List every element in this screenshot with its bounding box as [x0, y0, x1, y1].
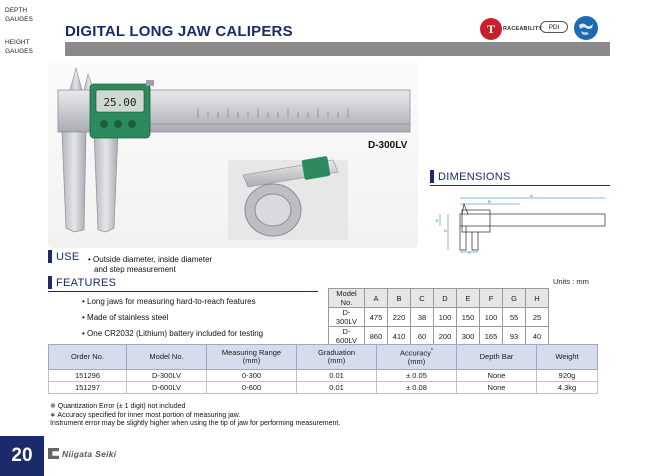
side-tab-strip: [0, 0, 50, 476]
list-item: • Long jaws for measuring hard-to-reach features: [82, 294, 263, 310]
features-rule: [48, 291, 318, 292]
caliper-display-reading: 25.00: [103, 96, 137, 109]
dimensions-rule: [430, 185, 610, 186]
page-title: DIGITAL LONG JAW CALIPERS: [65, 23, 293, 40]
svg-text:C: C: [468, 250, 471, 254]
footnotes: [50, 403, 340, 429]
page-number: 20: [0, 436, 44, 476]
side-tab-height-gauges[interactable]: HEIGHT GAUGES: [5, 39, 33, 55]
table-row: 151296 D-300LV 0-300 0.01 ± 0.05 None 920g: [49, 370, 598, 382]
traceability-label: RACEABILITY: [503, 26, 543, 32]
product-photo: [48, 60, 418, 248]
use-description: • Outside diameter, inside diameter and step measurement: [88, 255, 213, 274]
side-tab-depth-gauges[interactable]: DEPTH GAUGES: [5, 7, 33, 23]
footnote: ※ Quantization Error (± 1 digit) not included: [50, 403, 186, 410]
svg-text:E: E: [436, 218, 439, 223]
table-row: 151297 D-600LV 0-600 0.01 ± 0.08 None 4.3kg: [49, 382, 598, 394]
dimensions-heading: DIMENSIONS: [430, 170, 511, 183]
footnote: ∗ Accuracy specified for inner most portion of measuring jaw.: [50, 411, 241, 419]
section-marker: [48, 276, 52, 289]
features-heading: FEATURES: [48, 276, 116, 289]
pdi-badge: PDI: [540, 21, 568, 33]
title-bar: [65, 42, 610, 56]
table-header-row: Model No. A B C D E F G H: [329, 289, 549, 308]
features-list: [82, 294, 263, 342]
brand-logo: Niigata Seiki: [48, 448, 116, 459]
use-heading: USE: [48, 250, 80, 263]
table-row: D-300LV 475 220 38 100 150 100 55 25: [329, 308, 549, 327]
svg-text:D: D: [444, 228, 447, 233]
footnote: Instrument error may be slightly higher when using the tip of jaw for performing measurement.: [50, 420, 341, 427]
section-marker: [48, 250, 52, 263]
dimensions-table: [328, 288, 549, 346]
dimension-drawing: [420, 192, 610, 254]
brand-mark-icon: [48, 448, 59, 459]
traceability-icon: T: [480, 18, 502, 40]
units-label: Units : mm: [553, 277, 589, 286]
svg-text:A: A: [530, 193, 533, 198]
table-row: D-600LV 860 410 60 200 300 165 93 40: [329, 327, 549, 346]
order-table: [48, 344, 598, 394]
section-marker: [430, 170, 434, 183]
globe-icon: [574, 16, 598, 40]
list-item: • Made of stainless steel: [82, 310, 263, 326]
svg-text:B: B: [488, 199, 491, 204]
list-item: • One CR2032 (Lithium) battery included for testing: [82, 326, 263, 342]
table-header-row: Order No. Model No. Measuring Range (mm) Graduation (mm) Accuracy* (mm) Depth Bar Weight: [49, 345, 598, 370]
product-model-label: D-300LV: [368, 140, 408, 151]
